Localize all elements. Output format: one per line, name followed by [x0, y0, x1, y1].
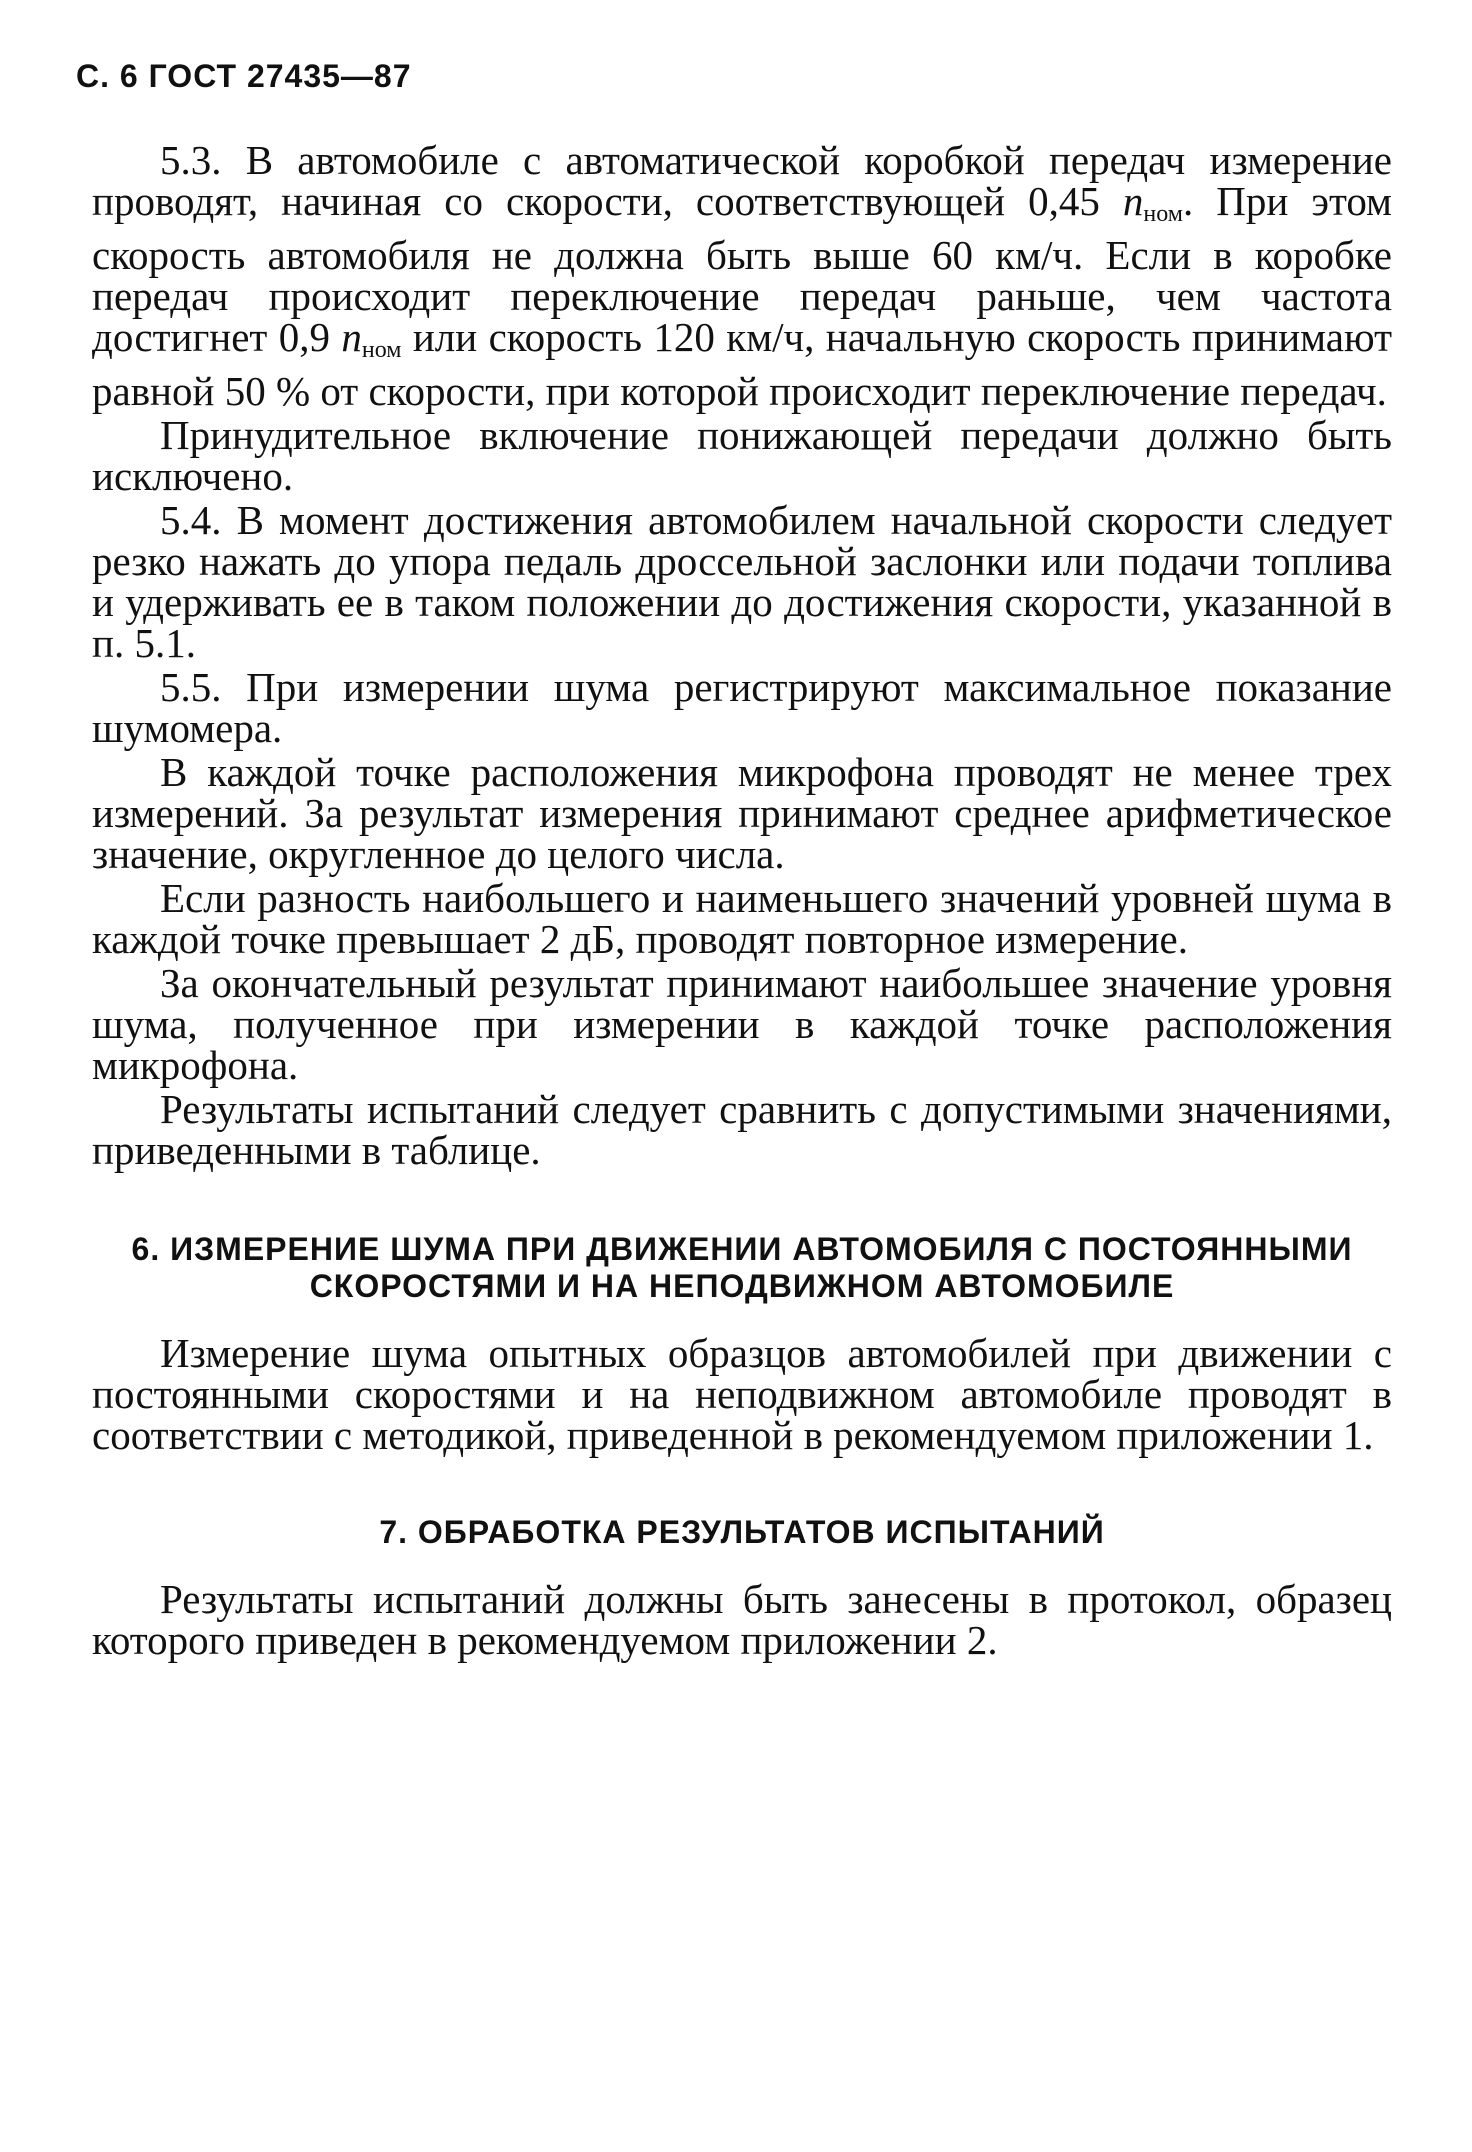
symbol-n: n [1122, 178, 1144, 224]
section-7-heading: 7. ОБРАБОТКА РЕЗУЛЬТАТОВ ИСПЫТАНИЙ [379, 1514, 1105, 1550]
document-body [92, 137, 1393, 1663]
paragraph-5-5: 5.5. При измерении шума регистрируют максимальное показание шумомера. [92, 664, 1392, 751]
paragraph-5-4: 5.4. В момент достижения автомобилем начальной скорости следует резко нажать до упора педаль дроссельной заслонки или подачи топлива и удерживать ее в таком положении до достижения скорости, указанной в п. 5.1. [92, 497, 1392, 666]
section-7-paragraph: Результаты испытаний должны быть занесены в протокол, образец которого приведен в рекомендуемом приложении 2. [92, 1576, 1392, 1663]
paragraph-forced-gear: Принудительное включение понижающей передачи должно быть исключено. [92, 412, 1392, 499]
section-6-paragraph: Измерение шума опытных образцов автомобилей при движении с постоянными скоростями и на неподвижном автомобиле проводят в соответствии с методикой, приведенной в рекомендуемом приложении 1. [92, 1330, 1392, 1458]
section-6-heading: 6. ИЗМЕРЕНИЕ ШУМА ПРИ ДВИЖЕНИИ АВТОМОБИЛЯ С ПОСТОЯННЫМИ СКОРОСТЯМИ И НА НЕПОДВИЖНОМ АВТОМОБИЛЕ [131, 1231, 1353, 1304]
paragraph-compare: Результаты испытаний следует сравнить с допустимыми значениями, приведенными в таблице. [92, 1086, 1392, 1173]
paragraph-5-3: 5.3. В автомобиле с автоматической коробкой передач измерение проводят, начиная со скорости, соответствующей 0,45 $n_{ном}$. При этом скорость автомобиля не должна быть выше 60 км/ч. Если в коробке передач происходит переключение передач раньше, чем частота достигнет 0,9 $n_{ном}$ или скорость 120 км/ч, начальную скорость принимают равной 50 % от скорости, при которой происходит переключение передач. [92, 137, 1393, 414]
page-header: С. 6 ГОСТ 27435—87 [76, 58, 412, 94]
subscript-nom: ном [1143, 201, 1183, 227]
paragraph-difference: Если разность наибольшего и наименьшего значений уровней шума в каждой точке превышает 2 дБ, проводят повторное измерение. [92, 875, 1392, 962]
paragraph-final-result: За окончательный результат принимают наибольшее значение уровня шума, полученное при измерении в каждой точке расположения микрофона. [92, 960, 1392, 1088]
paragraph-measurements-count: В каждой точке расположения микрофона проводят не менее трех измерений. За результат измерения принимают среднее арифметическое значение, округленное до целого числа. [92, 749, 1392, 877]
symbol-n: n [341, 314, 362, 360]
subscript-nom: ном [361, 337, 402, 363]
